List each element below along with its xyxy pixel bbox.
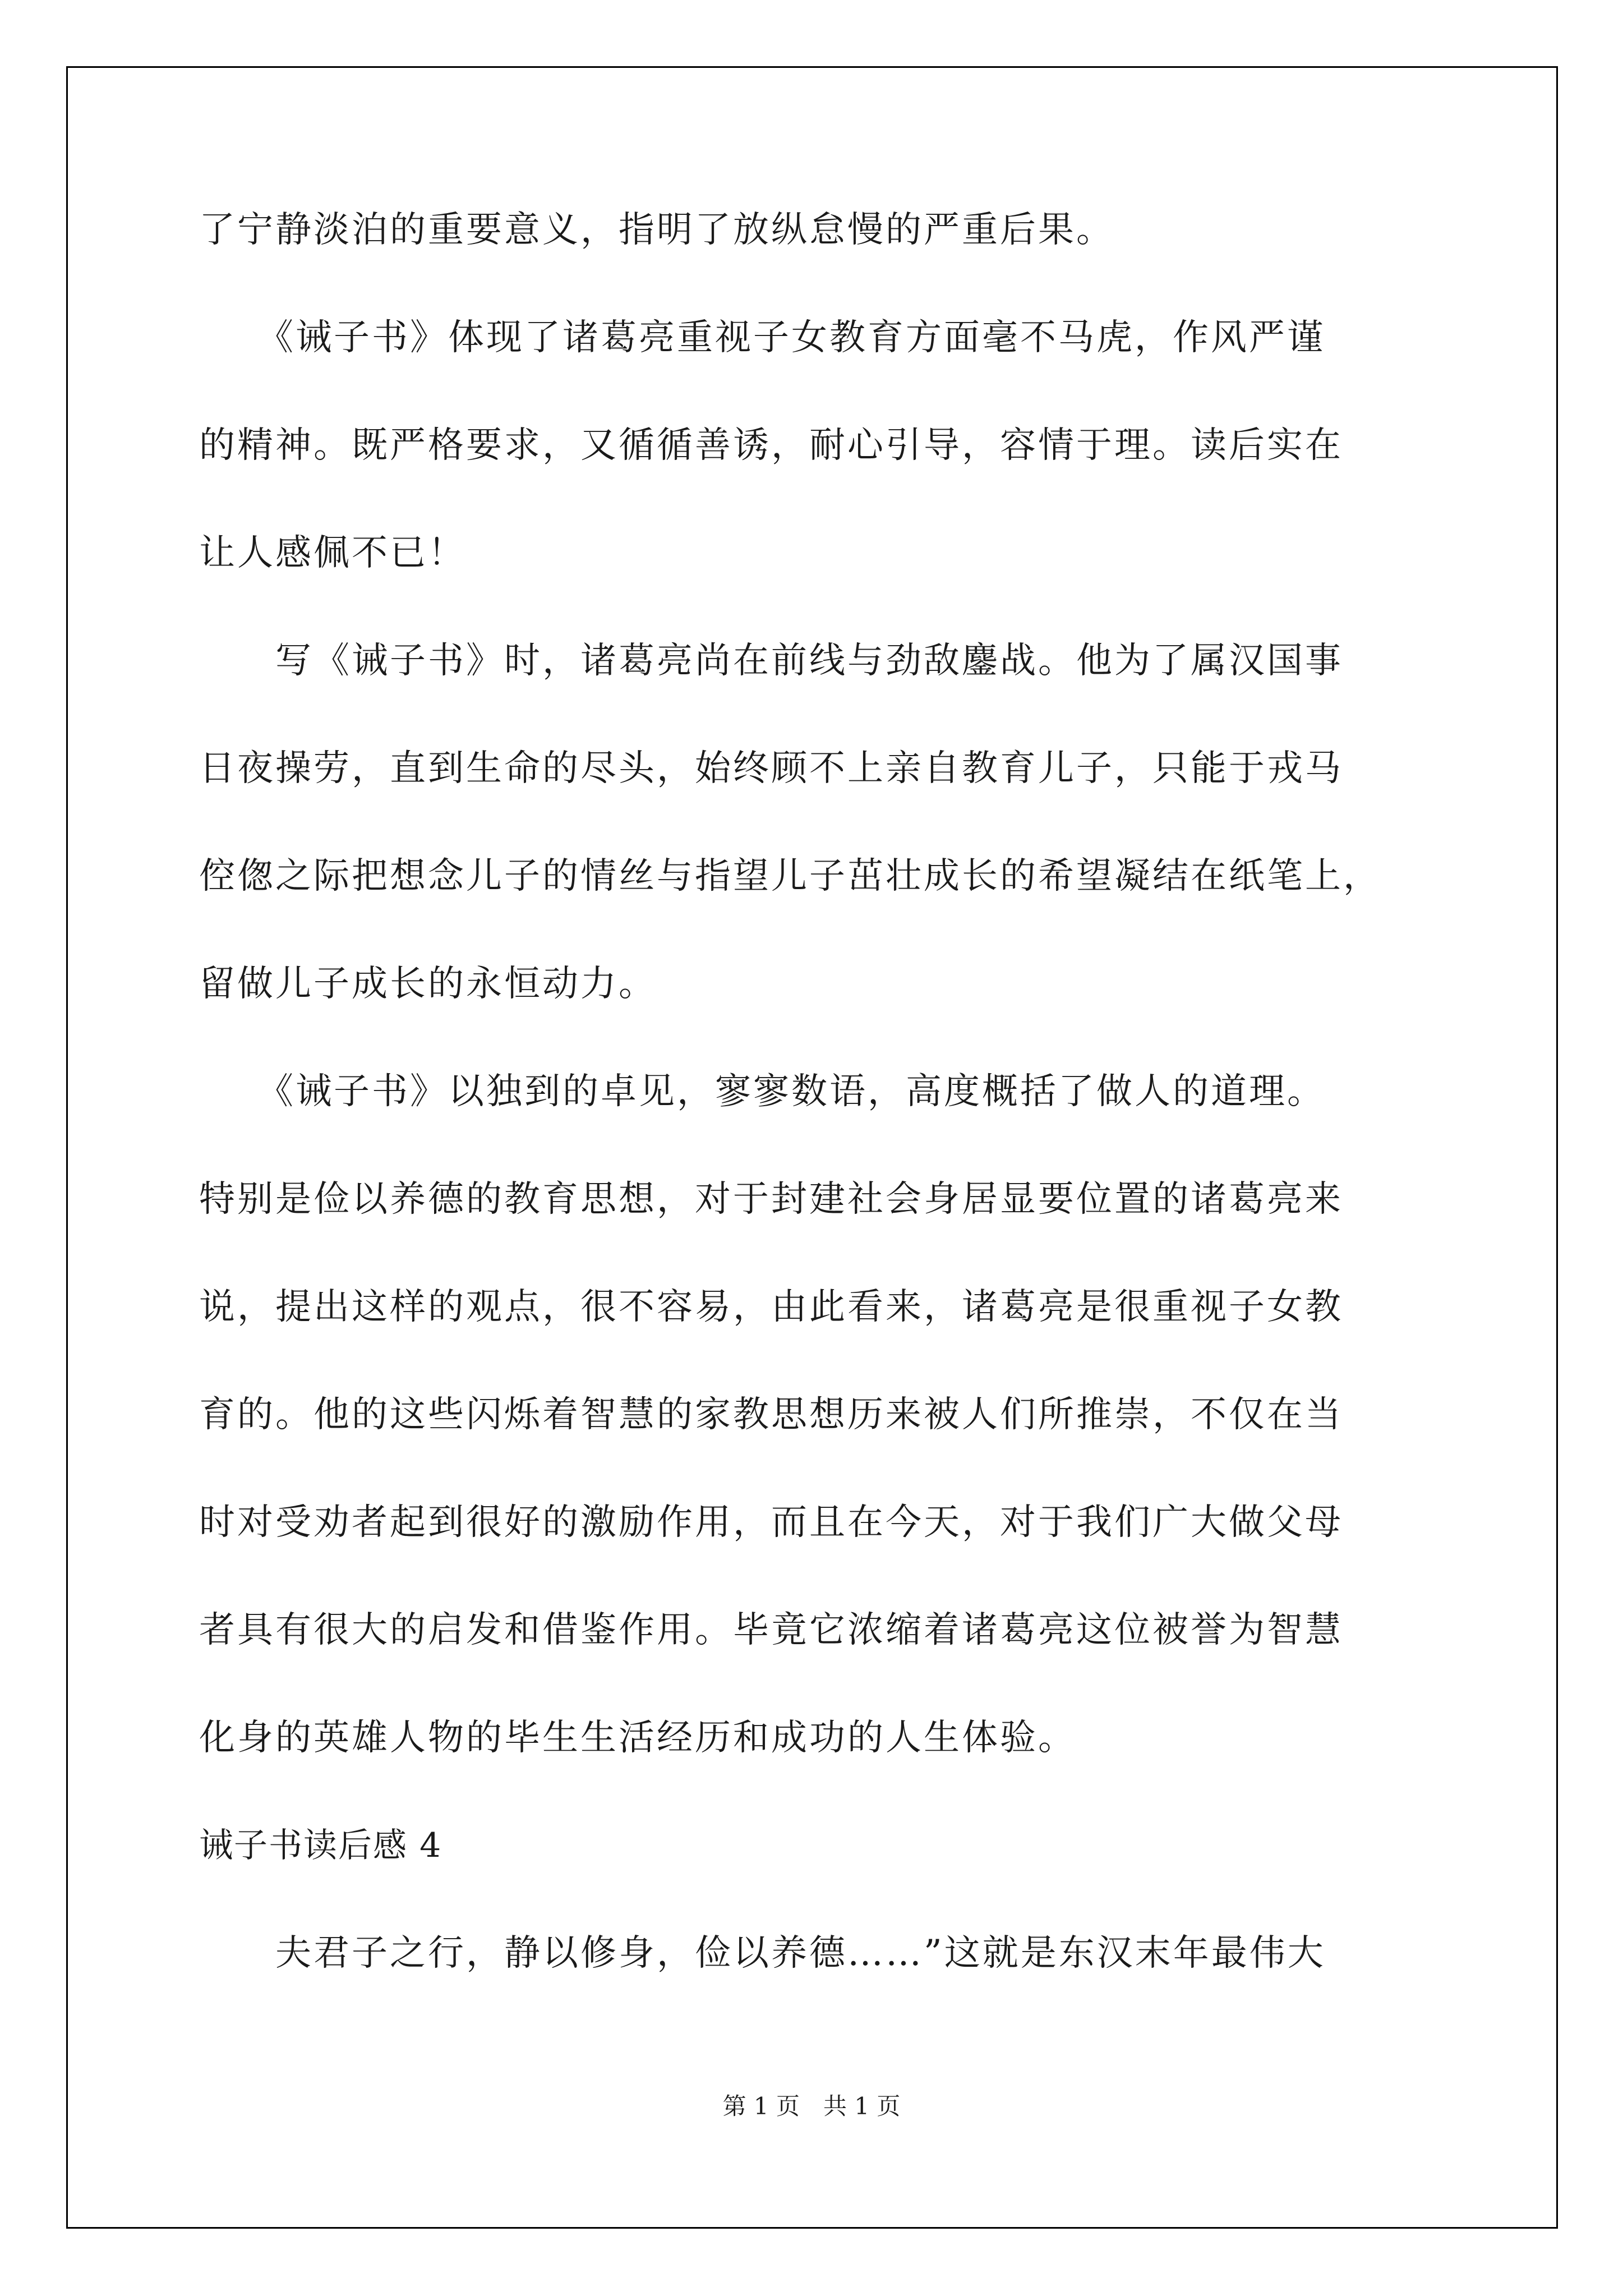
text-line: 的精神。既严格要求，又循循善诱，耐心引导，容情于理。读后实在 (199, 425, 1343, 466)
text-line: 化身的英雄人物的毕生生活经历和成功的人生体验。 (199, 1717, 1076, 1759)
text-line: 了宁静淡泊的重要意义，指明了放纵怠慢的严重后果。 (199, 209, 1114, 251)
text-line: 说，提出这样的观点，很不容易，由此看来，诸葛亮是很重视子女教 (199, 1286, 1343, 1328)
text-line: 《诫子书》体现了诸葛亮重视子女教育方面毫不马虎，作风严谨 (199, 317, 1325, 358)
text-line: 时对受劝者起到很好的激励作用，而且在今天，对于我们广大做父母 (199, 1502, 1343, 1543)
text-line: 育的。他的这些闪烁着智慧的家教思想历来被人们所推崇，不仅在当 (199, 1394, 1343, 1435)
text-line: 日夜操劳，直到生命的尽头，始终顾不上亲自教育儿子，只能于戎马 (199, 748, 1343, 789)
text-line: 写《诫子书》时，诸葛亮尚在前线与劲敌鏖战。他为了属汉国事 (199, 640, 1343, 682)
text-line: 夫君子之行，静以修身，俭以养德……”这就是东汉末年最伟大 (199, 1932, 1326, 1974)
page-border (66, 66, 1558, 2229)
text-line: 留做儿子成长的永恒动力。 (199, 963, 657, 1005)
text-line: 者具有很大的启发和借鉴作用。毕竟它浓缩着诸葛亮这位被誉为智慧 (199, 1609, 1343, 1651)
page-number-footer: 第 1 页 共 1 页 (722, 2092, 901, 2120)
section-heading: 诫子书读后感 4 (199, 1826, 442, 1865)
text-line: 特别是俭以养德的教育思想，对于封建社会身居显要位置的诸葛亮来 (199, 1179, 1343, 1220)
text-line: 倥偬之际把想念儿子的情丝与指望儿子茁壮成长的希望凝结在纸笔上， (199, 855, 1381, 897)
text-line: 《诫子书》以独到的卓见，寥寥数语，高度概括了做人的道理。 (199, 1071, 1325, 1112)
text-line: 让人感佩不已！ (199, 532, 466, 574)
